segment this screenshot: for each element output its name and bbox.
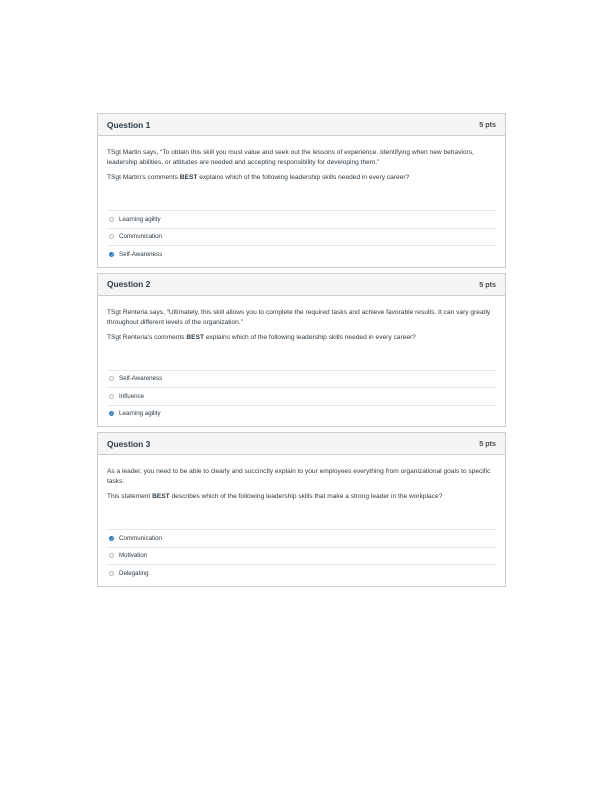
question-header <box>98 274 505 296</box>
answer-option[interactable] <box>107 228 496 246</box>
answer-label: Communication <box>119 534 162 542</box>
answer-option[interactable] <box>107 547 496 565</box>
answer-label: Learning agility <box>119 215 161 223</box>
question-text: As a leader, you need to be able to clearly and succinctly explain to your employees everything from organizational goals to specific tasks. <box>107 468 491 485</box>
question-points: 5 pts <box>479 279 496 289</box>
radio-button[interactable] <box>109 376 114 381</box>
radio-button-selected[interactable] <box>109 536 114 541</box>
answer-list <box>107 370 496 423</box>
prompt-text: TSgt Martin’s comments <box>107 174 180 181</box>
radio-button[interactable] <box>109 571 114 576</box>
question-title: Question 2 <box>107 279 151 289</box>
answer-label: Communication <box>119 233 162 241</box>
question-text: TSgt Martin says, “To obtain this skill you must value and seek out the lessons of experience. Identifying when new behaviors, leadership abilities, or attitudes are needed and accepting responsibility for developing them.” <box>107 149 474 166</box>
radio-button[interactable] <box>109 234 114 239</box>
question-header <box>98 114 505 136</box>
answer-option-selected[interactable] <box>107 529 496 547</box>
answer-label: Learning agility <box>119 410 161 418</box>
question-body <box>98 455 505 586</box>
prompt-text: describes which of the following leadership skills that make a strong leader in the workplace? <box>169 493 443 500</box>
prompt-text: explains which of the following leadership skills needed in every career? <box>204 333 416 341</box>
answer-label: Motivation <box>119 552 148 560</box>
answer-option[interactable] <box>107 387 496 405</box>
question-3 <box>97 432 506 587</box>
prompt-emphasis: BEST <box>179 174 198 181</box>
answer-list <box>107 529 496 582</box>
answer-label: Delegating <box>119 569 149 577</box>
question-prompt <box>107 333 496 343</box>
answer-option[interactable] <box>107 370 496 388</box>
question-prompt <box>107 492 496 502</box>
radio-button[interactable] <box>109 217 114 222</box>
answer-list <box>107 210 496 263</box>
question-title: Question 1 <box>107 119 151 130</box>
prompt-text: explains which of the following leadership skills needed in every career? <box>197 174 410 181</box>
prompt-emphasis: BEST <box>152 493 170 500</box>
radio-button[interactable] <box>109 394 114 399</box>
answer-label: Influence <box>119 392 145 400</box>
question-prompt <box>107 173 496 183</box>
prompt-emphasis: BEST <box>186 333 204 341</box>
prompt-text: TSgt Renteria’s comments <box>107 333 187 341</box>
question-text: TSgt Renteria says, “Ultimately, this skill allows you to complete the required tasks and achieve favorable results. It can vary greatly throughout different levels of the organization.” <box>107 308 491 326</box>
question-2 <box>97 273 506 428</box>
question-points: 5 pts <box>479 439 496 448</box>
answer-option[interactable] <box>107 564 496 582</box>
answer-option[interactable] <box>107 210 496 228</box>
radio-button-selected[interactable] <box>109 411 114 416</box>
answer-option-selected[interactable] <box>107 405 496 423</box>
radio-button-selected[interactable] <box>109 252 114 257</box>
question-header <box>98 433 505 455</box>
question-body <box>98 296 505 427</box>
answer-label: Self-Awareness <box>119 375 163 383</box>
answer-label: Self-Awareness <box>119 250 163 258</box>
question-points: 5 pts <box>479 120 496 129</box>
radio-button[interactable] <box>109 553 114 558</box>
question-1 <box>97 113 506 268</box>
question-title: Question 3 <box>107 438 151 449</box>
answer-option-selected[interactable] <box>107 245 496 263</box>
quiz-container <box>97 113 506 592</box>
question-body <box>98 136 505 267</box>
prompt-text: This statement <box>107 493 153 500</box>
